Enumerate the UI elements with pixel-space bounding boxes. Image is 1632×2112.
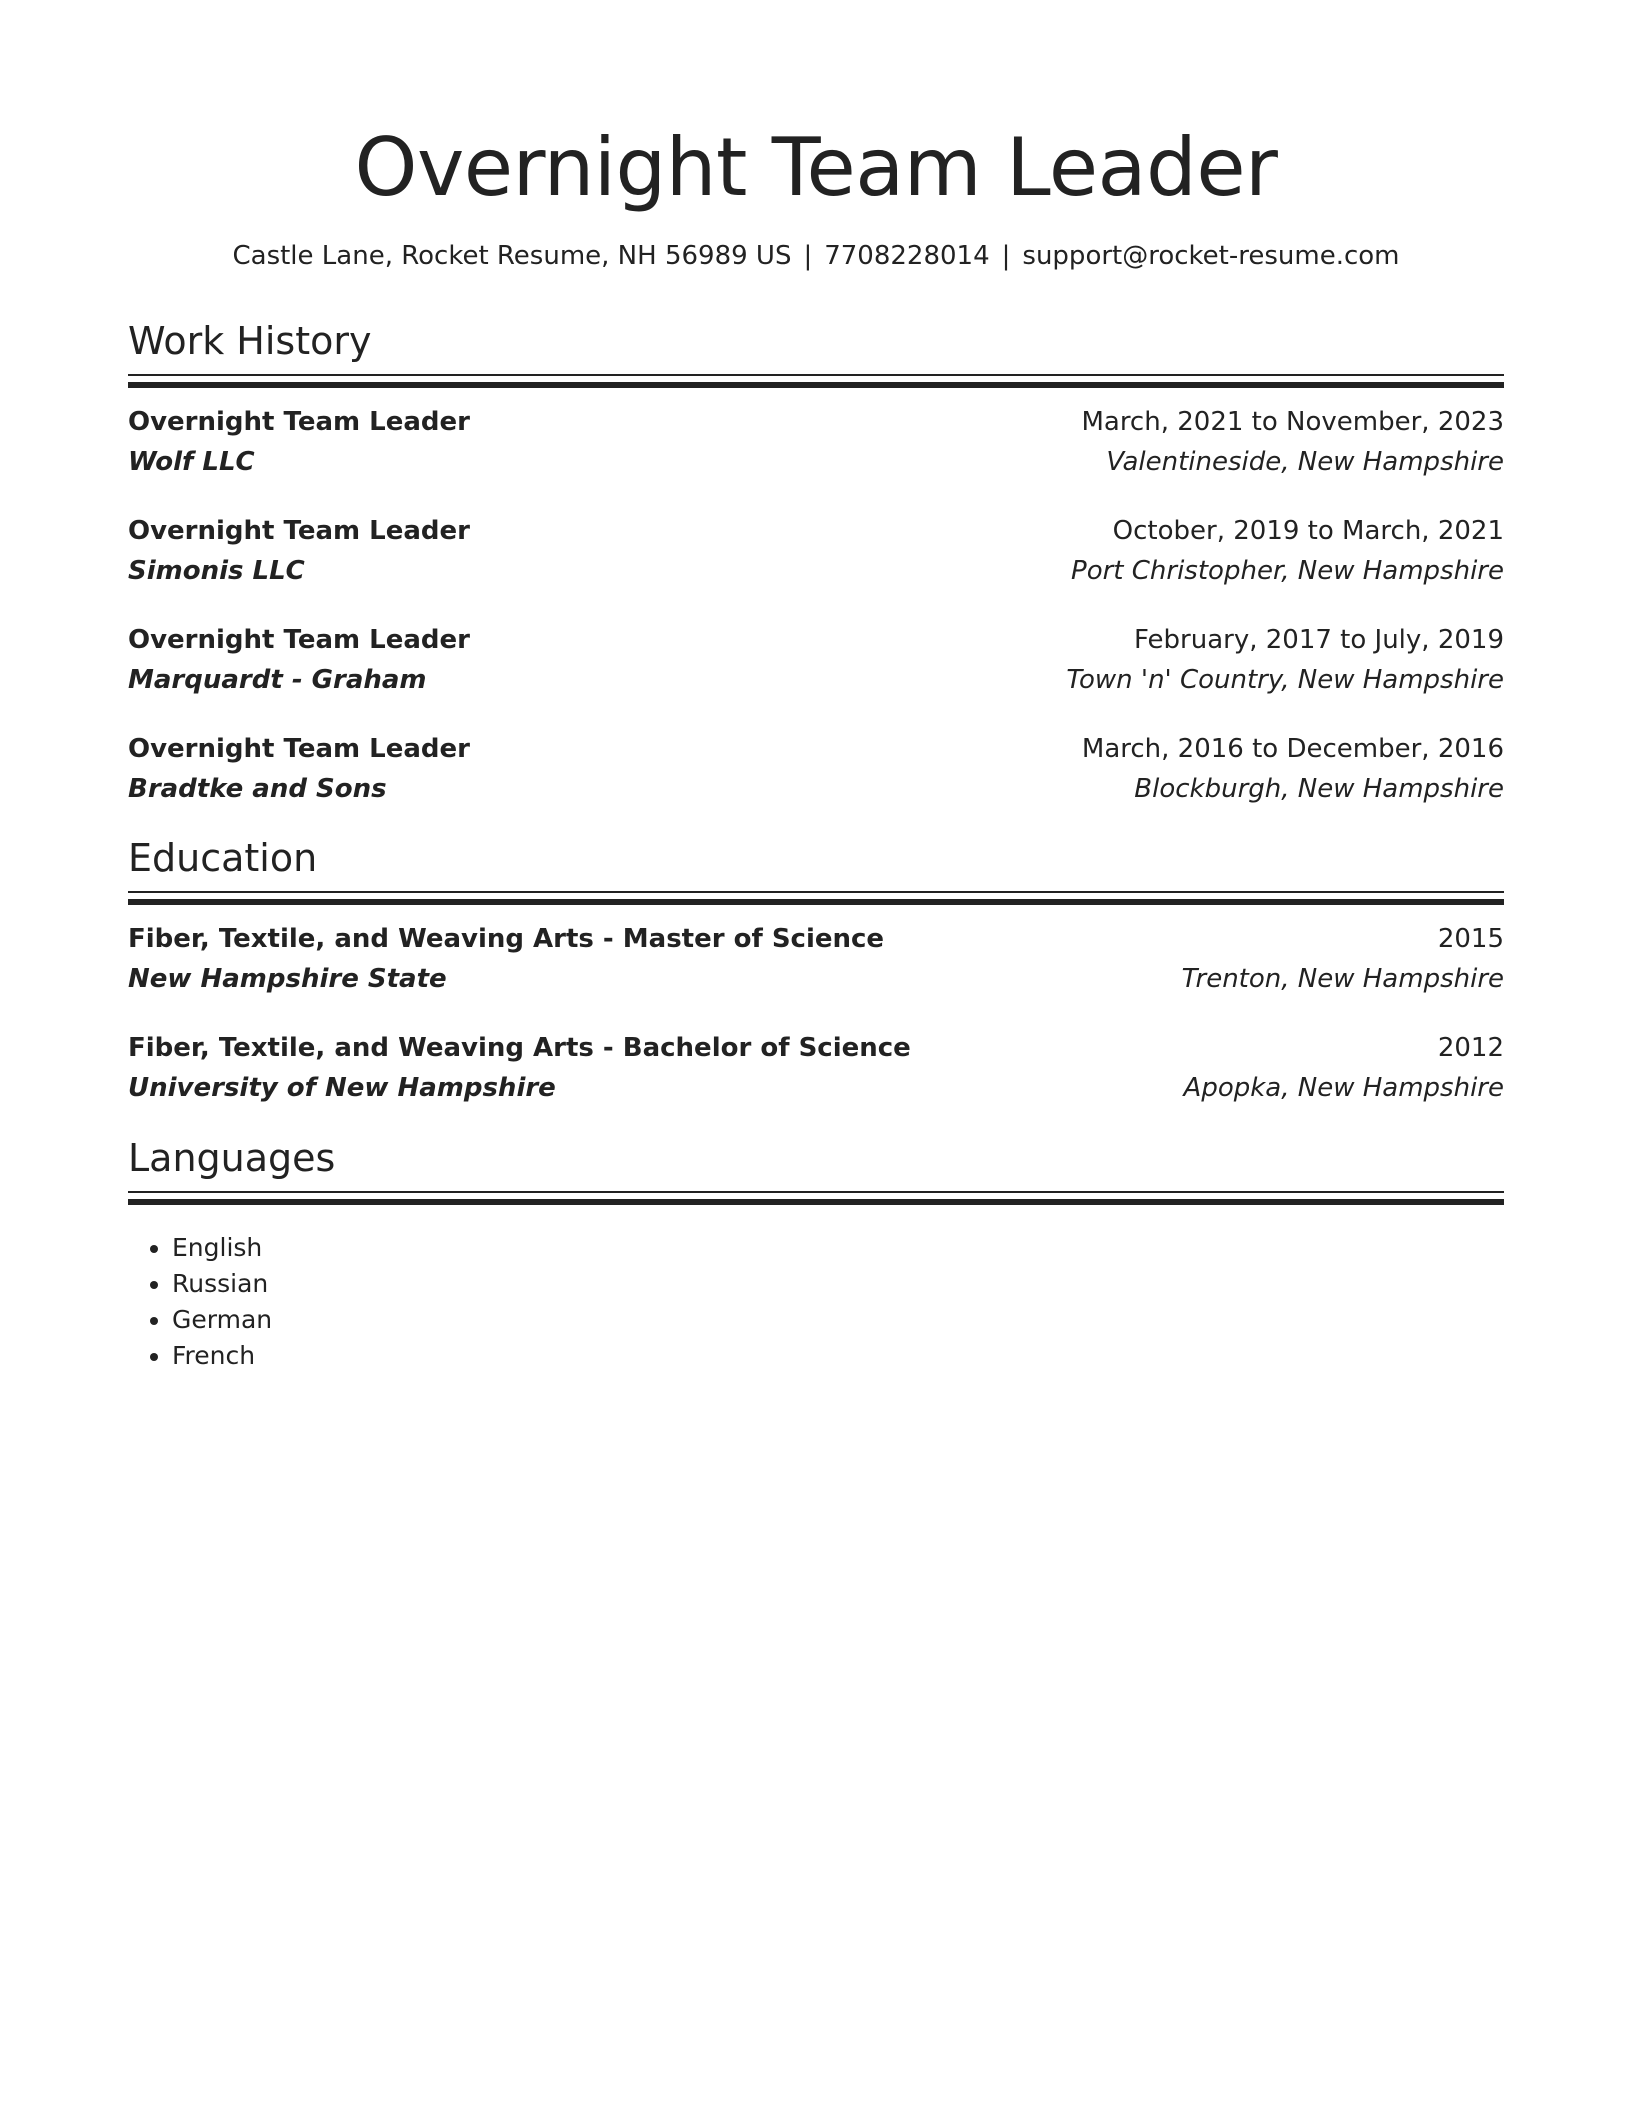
contact-separator: | <box>803 241 813 271</box>
company-name: Simonis LLC <box>128 556 305 586</box>
resume-title: Overnight Team Leader <box>354 121 1278 214</box>
education-heading: Education <box>128 836 318 880</box>
company-name: Marquardt - Graham <box>128 665 427 695</box>
list-item: • English <box>172 1230 272 1266</box>
contact-line <box>0 238 1632 274</box>
job-dates: February, 2017 to July, 2019 <box>1134 625 1504 655</box>
languages-heading: Languages <box>128 1136 336 1180</box>
job-location: Town 'n' Country, New Hampshire <box>1066 665 1504 695</box>
education-entry <box>128 1028 1504 1108</box>
section-divider <box>128 374 1504 388</box>
section-divider <box>128 1191 1504 1205</box>
job-location: Valentineside, New Hampshire <box>1106 447 1504 477</box>
section-divider <box>128 891 1504 905</box>
job-location: Port Christopher, New Hampshire <box>1071 556 1504 586</box>
job-title: Overnight Team Leader <box>128 516 470 546</box>
company-name: Wolf LLC <box>128 447 255 477</box>
contact-separator: | <box>1001 241 1011 271</box>
list-item: • Russian <box>172 1266 272 1302</box>
work-entry <box>128 402 1504 482</box>
contact-email: support@rocket-resume.com <box>1022 241 1400 271</box>
school-name: New Hampshire State <box>128 964 447 994</box>
languages-list <box>128 1230 272 1374</box>
company-name: Bradtke and Sons <box>128 774 387 804</box>
work-entry <box>128 620 1504 700</box>
education-entry <box>128 919 1504 999</box>
work-history-heading: Work History <box>128 319 372 363</box>
degree-title: Fiber, Textile, and Weaving Arts - Bachelor of Science <box>128 1033 911 1063</box>
graduation-year: 2012 <box>1437 1033 1504 1063</box>
school-location: Apopka, New Hampshire <box>1183 1073 1504 1103</box>
job-dates: March, 2016 to December, 2016 <box>1081 734 1504 764</box>
school-location: Trenton, New Hampshire <box>1181 964 1504 994</box>
work-entry <box>128 729 1504 809</box>
job-location: Blockburgh, New Hampshire <box>1134 774 1504 804</box>
school-name: University of New Hampshire <box>128 1073 556 1103</box>
job-title: Overnight Team Leader <box>128 734 470 764</box>
list-item: • French <box>172 1338 272 1374</box>
job-dates: March, 2021 to November, 2023 <box>1081 407 1504 437</box>
job-dates: October, 2019 to March, 2021 <box>1112 516 1504 546</box>
job-title: Overnight Team Leader <box>128 625 470 655</box>
graduation-year: 2015 <box>1437 924 1504 954</box>
list-item: • German <box>172 1302 272 1338</box>
contact-phone: 7708228014 <box>824 241 990 271</box>
job-title: Overnight Team Leader <box>128 407 470 437</box>
work-entry <box>128 511 1504 591</box>
degree-title: Fiber, Textile, and Weaving Arts - Master of Science <box>128 924 885 954</box>
contact-address: Castle Lane, Rocket Resume, NH 56989 US <box>232 241 792 271</box>
